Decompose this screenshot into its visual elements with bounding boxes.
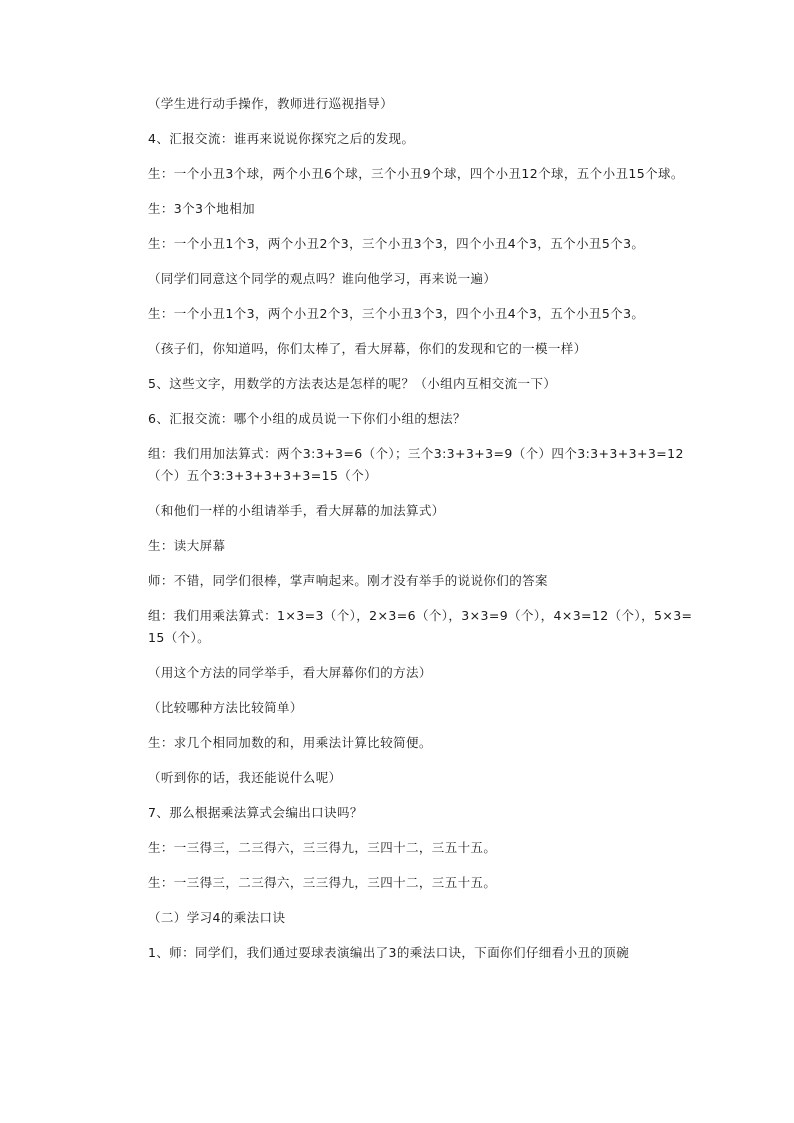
paragraph: 组：我们用乘法算式：1×3=3（个），2×3=6（个），3×3=9（个），4×3=12（个），5×3=15（个）。 bbox=[148, 608, 693, 645]
paragraph: 4、汇报交流：谁再来说说你探究之后的发现。 bbox=[148, 131, 415, 146]
paragraph: 师：不错，同学们很棒，掌声响起来。刚才没有举手的说说你们的答案 bbox=[148, 573, 548, 588]
section-heading: （二）学习4的乘法口诀 bbox=[148, 910, 286, 925]
paragraph: （和他们一样的小组请举手，看大屏幕的加法算式） bbox=[148, 503, 445, 518]
paragraph: 生：一三得三，二三得六，三三得九，三四十二，三五十五。 bbox=[148, 840, 497, 855]
paragraph: （学生进行动手操作，教师进行巡视指导） bbox=[148, 96, 394, 111]
paragraph: 生：一个小丑1个3，两个小丑2个3，三个小丑3个3，四个小丑4个3，五个小丑5个3。 bbox=[148, 306, 645, 321]
paragraph: 7、那么根据乘法算式会编出口诀吗？ bbox=[148, 805, 363, 820]
paragraph: 生：一个小丑1个3，两个小丑2个3，三个小丑3个3，四个小丑4个3，五个小丑5个3。 bbox=[148, 236, 645, 251]
paragraph: （同学们同意这个同学的观点吗？谁向他学习，再来说一遍） bbox=[148, 271, 497, 286]
paragraph: 生：读大屏幕 bbox=[148, 538, 226, 553]
paragraph: 生：3个3个地相加 bbox=[148, 201, 256, 216]
paragraph: 5、这些文字，用数学的方法表达是怎样的呢？（小组内互相交流一下） bbox=[148, 376, 557, 391]
paragraph: 生：一三得三，二三得六，三三得九，三四十二，三五十五。 bbox=[148, 875, 497, 890]
paragraph: （用这个方法的同学举手，看大屏幕你们的方法） bbox=[148, 665, 432, 680]
paragraph: 6、汇报交流：哪个小组的成员说一下你们小组的想法？ bbox=[148, 411, 466, 426]
document-body bbox=[148, 93, 698, 977]
paragraph: （孩子们，你知道吗，你们太棒了，看大屏幕，你们的发现和它的一模一样） bbox=[148, 341, 587, 356]
paragraph: 1、师：同学们，我们通过耍球表演编出了3的乘法口诀，下面你们仔细看小丑的顶碗 bbox=[148, 945, 630, 960]
paragraph: （比较哪种方法比较简单） bbox=[148, 700, 303, 715]
paragraph: 组：我们用加法算式：两个3:3+3=6（个）；三个3:3+3+3=9（个）四个3:3+3+3+3=12（个）五个3:3+3+3+3+3=15（个） bbox=[148, 446, 684, 483]
paragraph: （听到你的话，我还能说什么呢） bbox=[148, 770, 342, 785]
paragraph: 生：求几个相同加数的和，用乘法计算比较简便。 bbox=[148, 735, 432, 750]
paragraph: 生：一个小丑3个球，两个小丑6个球，三个小丑9个球，四个小丑12个球，五个小丑15个球。 bbox=[148, 166, 684, 181]
